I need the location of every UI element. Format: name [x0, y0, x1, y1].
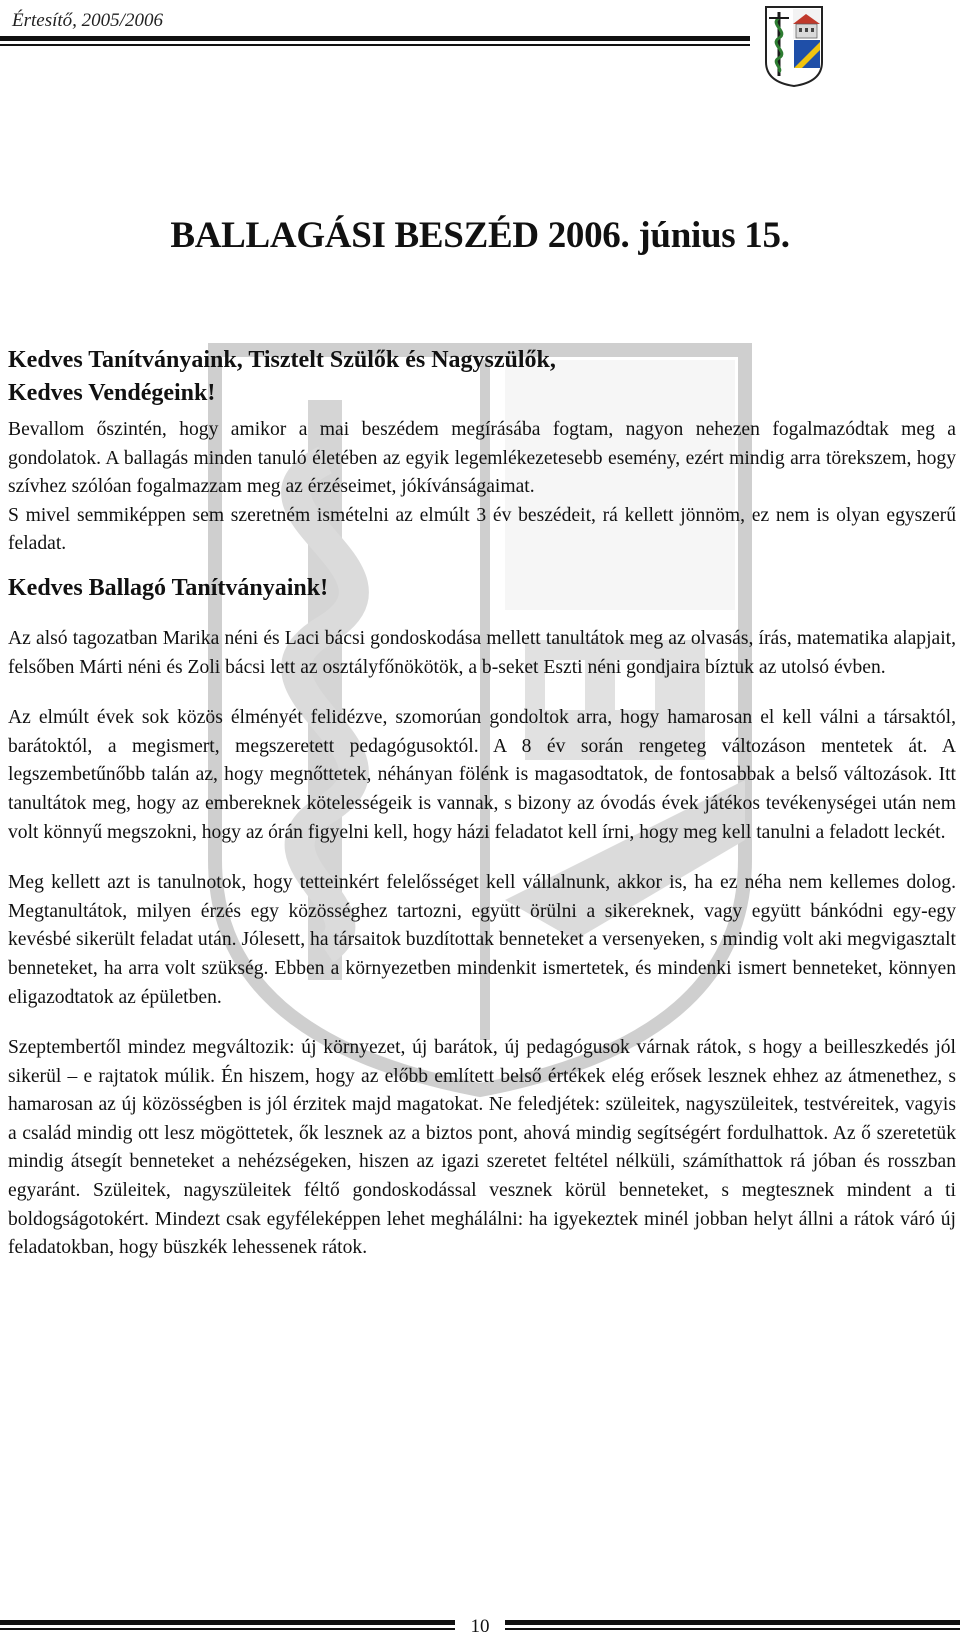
intro-paragraph-2: S mivel semmiképpen sem szeretném ismételni az elmúlt 3 év beszédeit, rá kellett jönnöm, ez nem is olyan egyszerű feladat.: [8, 504, 956, 555]
header-rule-thick: [0, 36, 750, 41]
subheading: Kedves Ballagó Tanítványaink!: [8, 574, 329, 601]
footer-rule-left-thin: [0, 1628, 455, 1630]
page-header: [0, 0, 960, 90]
footer-rule-right-thin: [505, 1628, 960, 1630]
body-paragraph-3: Meg kellett azt is tanulnotok, hogy tetteinkért felelősséget kell vállalnunk, akkor is, ha ez néha nem kellemes dolog. Megtanultátok, milyen érzés egy közösséghez tartozni, együtt örülni a sikereknek, vagy együtt bánkódni egy-egy kevésbé sikerült feladat után. Jólesett, ha társaitok buzdítottak benneteket a versenyeken, s mindig volt aki megvigasztalt benneteket, ha arra volt szükség. Ebben a környezetben mindenkit ismertetek, és mindenki ismert benneteket, könnyen eligazodtatok az épületben.: [8, 872, 956, 1008]
greeting-line-2: Kedves Vendégeink!: [8, 380, 216, 406]
footer-rule-right-thick: [505, 1620, 960, 1625]
header-rule-thin: [0, 44, 750, 46]
body-paragraph-4: Szeptembertől mindez megváltozik: új környezet, új barátok, új pedagógusok várnak rátok, s hogy a beilleszkedés jól sikerül – e rajtatok múlik. Én hiszem, hogy az előbb említett belső értékek elég erősek lesznek ehhez az átmenethez, s hamarosan az új közösségben is jól érzitek majd magatokat. Ne feledjétek: szüleitek, nagyszüleitek, testvéreitek, vagyis a család mindig ott lesz mögöttetek, ők lesznek az a biztos pont, ahová mindig segítségért fordulhattok. Az ő szeretetük mindig átsegít benneteket a nehézségeken, hiszen az igazi szeretet feltétel nélküli, számíthattok rá jóban és rosszban egyaránt. Szüleitek, nagyszüleitek féltő gondoskodással vesznek körül benneteket, s megtesznek mindent a ti boldogságotokért. Mindezt csak egyféleképpen lehet meghálálni: ha igyekeztek minél jobban helyt állni a rátok váró új feladatokban, hogy büszkék lehessenek rátok.: [8, 1037, 956, 1259]
school-crest-icon: [763, 4, 825, 88]
document-body: [8, 344, 956, 1263]
document-title: BALLAGÁSI BESZÉD 2006. június 15.: [170, 215, 790, 256]
body-paragraph-2: Az elmúlt évek sok közös élményét felidézve, szomorúan gondoltok arra, hogy hamarosan el kell válni a társaktól, barátoktól, a megismert, megszeretett pedagógusoktól. A 8 év során rengeteg változáson mentetek át. A legszembetűnőbb talán az, hogy megnőttetek, néhányan fölénk is magasodtatok, de fontosabbak a belső változások. Itt tanultátok meg, hogy az embereknek kötelességeik is vannak, s bizony az óvodás évek játékos tevékenységei után nem volt könnyű megszokni, hogy az órán figyelni kell, hogy házi feladatot kell írni, hogy meg kell tanulni a feladott leckét.: [8, 707, 956, 843]
page-number: 10: [470, 1616, 490, 1637]
greeting-line-1: Kedves Tanítványaink, Tisztelt Szülők és Nagyszülők,: [8, 347, 556, 373]
intro-paragraph-1: Bevallom őszintén, hogy amikor a mai beszédem megírásába fogtam, nagyon nehezen fogalmazódtak meg a gondolatok. A ballagás minden tanuló életében az egyik legemlékezetesebb esemény, ezért mindig arra törekszem, hogy szívhez szólóan fogalmazzam meg az érzéseimet, jókívánságaimat.: [8, 419, 956, 498]
running-title: Értesítő, 2005/2006: [12, 10, 163, 31]
page-footer: [0, 1612, 960, 1637]
body-paragraph-1: Az alsó tagozatban Marika néni és Laci bácsi gondoskodása mellett tanultátok meg az olvasás, írás, matematika alapjait, felsőben Márti néni és Zoli bácsi lett az osztályfőnökötök, a b-seket Eszti néni gondjaira bíztuk az utolsó évben.: [8, 627, 956, 678]
footer-rule-left-thick: [0, 1620, 455, 1625]
